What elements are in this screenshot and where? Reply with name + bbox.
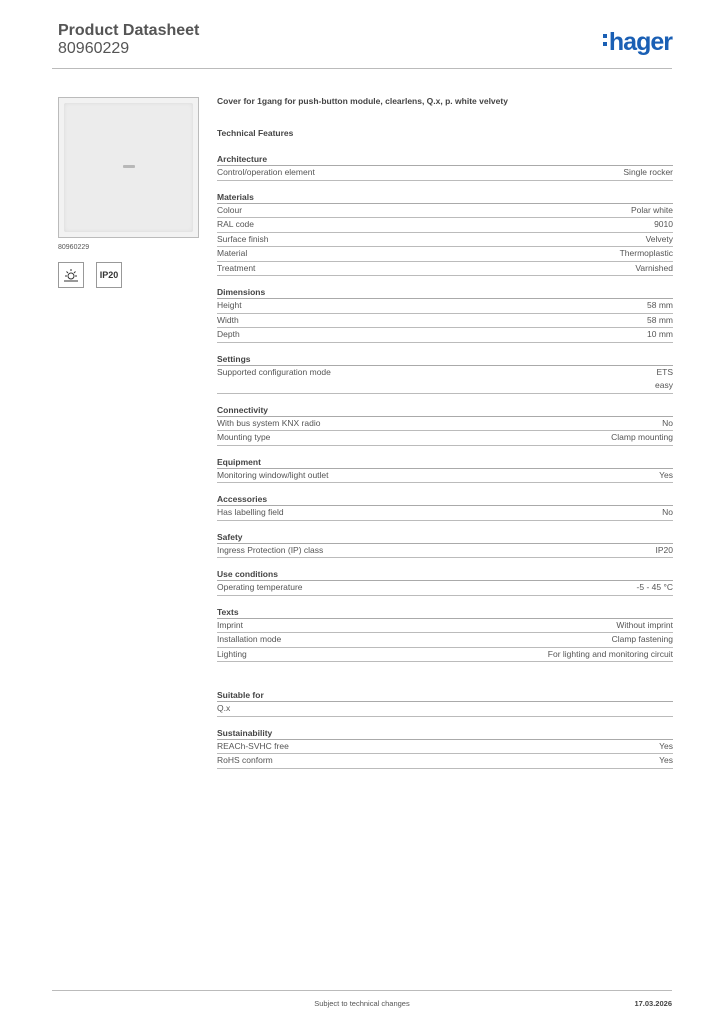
spec-label: Has labelling field <box>217 507 284 517</box>
footer-note: Subject to technical changes <box>314 999 410 1008</box>
section-title: Texts <box>217 606 673 619</box>
spec-label: Depth <box>217 329 240 339</box>
spec-label: Material <box>217 248 248 258</box>
section-title: Accessories <box>217 493 673 506</box>
spec-row <box>217 262 673 277</box>
spec-row <box>217 431 673 446</box>
technical-content <box>217 96 673 769</box>
section-connectivity <box>217 404 673 446</box>
spec-label: RAL code <box>217 219 255 229</box>
section-settings <box>217 353 673 394</box>
section-title: Connectivity <box>217 404 673 417</box>
section-title: Architecture <box>217 153 673 166</box>
section-title: Safety <box>217 531 673 544</box>
spec-label: Q.x <box>217 703 231 713</box>
spec-label: RoHS conform <box>217 755 273 765</box>
section-title: Materials <box>217 191 673 204</box>
spec-value: Yes <box>659 469 673 480</box>
spec-row <box>217 299 673 314</box>
technical-features-heading: Technical Features <box>217 128 294 138</box>
spec-label: REACh-SVHC free <box>217 740 289 751</box>
ip20-badge: IP20 <box>96 262 122 288</box>
section-equipment <box>217 456 673 484</box>
spec-row <box>217 619 673 634</box>
spec-value: Velvety <box>645 233 673 244</box>
spec-row <box>217 506 673 521</box>
hager-logo <box>603 28 672 57</box>
light-outlet-slot <box>123 165 135 168</box>
spec-label: Ingress Protection (IP) class <box>217 544 324 555</box>
spec-label: Surface finish <box>217 233 269 244</box>
spec-row <box>217 218 673 233</box>
spec-value: No <box>662 417 673 428</box>
spec-row <box>217 314 673 329</box>
product-image <box>58 97 199 238</box>
spec-value: 58 mm <box>647 314 673 325</box>
header-divider <box>52 68 672 69</box>
spec-row <box>217 233 673 248</box>
spec-label: Supported configuration mode <box>217 366 331 377</box>
spec-row <box>217 328 673 343</box>
spec-row <box>217 417 673 432</box>
spec-label: Operating temperature <box>217 582 303 592</box>
spec-value: 10 mm <box>647 329 673 339</box>
spec-value: 9010 <box>654 219 673 229</box>
section-suitable-for <box>217 689 673 717</box>
section-title: Sustainability <box>217 727 673 740</box>
spec-value: No <box>662 507 673 517</box>
spec-value: 58 mm <box>647 300 673 310</box>
spec-label: Imprint <box>217 619 243 630</box>
spec-value: Thermoplastic <box>619 248 673 258</box>
spec-label: Monitoring window/light outlet <box>217 469 329 480</box>
spec-row <box>217 247 673 262</box>
section-title: Settings <box>217 353 673 366</box>
spec-row <box>217 544 673 559</box>
spec-value: -5 - 45 °C <box>636 582 673 592</box>
document-number: 80960229 <box>58 40 130 57</box>
spec-label: Lighting <box>217 648 247 659</box>
spec-row <box>217 469 673 484</box>
section-sustainability <box>217 727 673 769</box>
section-materials <box>217 191 673 277</box>
spec-label: Width <box>217 314 239 325</box>
spec-label: With bus system KNX radio <box>217 417 321 428</box>
spec-value: Yes <box>659 740 673 751</box>
spec-value: Polar white <box>630 204 673 215</box>
footer-divider <box>52 990 672 991</box>
spec-row <box>217 166 673 181</box>
spec-row <box>217 633 673 648</box>
spec-value: Single rocker <box>623 167 673 177</box>
section-use-conditions <box>217 568 673 596</box>
logo-colon-icon <box>603 28 607 46</box>
footer-date: 17.03.2026 <box>634 999 672 1008</box>
spec-row <box>217 204 673 219</box>
spec-label: Colour <box>217 204 243 215</box>
product-title: Cover for 1gang for push-button module, clearlens, Q.x, p. white velvety <box>217 96 508 106</box>
spec-value: For lighting and monitoring circuit <box>547 648 673 659</box>
spec-label: Control/operation element <box>217 167 315 177</box>
section-texts <box>217 606 673 663</box>
spec-value: Without imprint <box>616 619 673 630</box>
logo-text: hager <box>608 28 672 56</box>
spec-label: Treatment <box>217 262 256 273</box>
section-title: Equipment <box>217 456 673 469</box>
section-title: Dimensions <box>217 286 673 299</box>
section-accessories <box>217 493 673 521</box>
spec-row <box>217 754 673 769</box>
spec-value: Yes <box>659 755 673 765</box>
spec-row <box>217 581 673 596</box>
section-dimensions <box>217 286 673 343</box>
spec-value: Clamp mounting <box>611 432 673 442</box>
section-architecture <box>217 153 673 181</box>
spec-row <box>217 648 673 663</box>
spec-row <box>217 366 673 394</box>
section-title: Use conditions <box>217 568 673 581</box>
spec-value: ETS easy <box>655 366 673 390</box>
light-bulb-icon <box>58 262 84 288</box>
spec-value: Varnished <box>635 262 673 273</box>
spec-label: Height <box>217 300 242 310</box>
spec-row <box>217 702 673 717</box>
section-title: Suitable for <box>217 689 673 702</box>
spec-value: Clamp fastening <box>611 634 673 644</box>
section-safety <box>217 531 673 559</box>
spec-label: Installation mode <box>217 634 282 644</box>
page-header <box>58 22 199 58</box>
spec-row <box>217 740 673 755</box>
image-caption: 80960229 <box>58 244 90 251</box>
spec-label: Mounting type <box>217 432 271 442</box>
page-title: Product Datasheet <box>58 22 200 39</box>
spec-value: IP20 <box>655 544 673 555</box>
